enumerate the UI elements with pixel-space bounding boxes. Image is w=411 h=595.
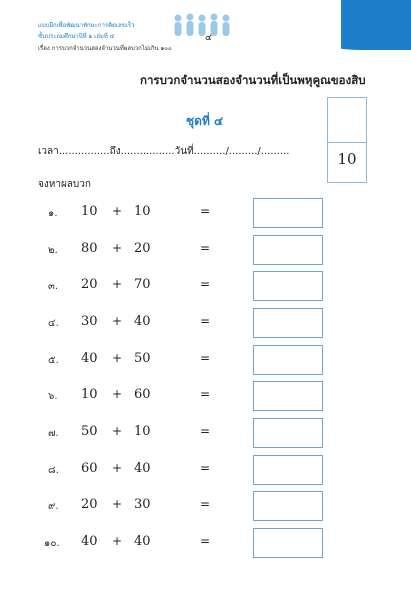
problem-row bbox=[0, 528, 411, 558]
addend-a: 30 bbox=[81, 314, 98, 329]
problem-row bbox=[0, 491, 411, 521]
plus-sign: + bbox=[112, 351, 123, 365]
problem-row bbox=[0, 345, 411, 375]
addend-a: 10 bbox=[81, 387, 98, 402]
problem-row bbox=[0, 308, 411, 338]
score-box bbox=[327, 97, 367, 183]
answer-box[interactable] bbox=[253, 235, 323, 265]
problem-row bbox=[0, 235, 411, 265]
problem-row bbox=[0, 271, 411, 301]
problem-row bbox=[0, 455, 411, 485]
answer-box[interactable] bbox=[253, 198, 323, 228]
answer-box[interactable] bbox=[253, 491, 323, 521]
addend-a: 80 bbox=[81, 241, 98, 256]
plus-sign: + bbox=[112, 314, 123, 328]
problem-number: ๑๐. bbox=[44, 538, 60, 549]
addend-b: 50 bbox=[134, 351, 151, 366]
equals-sign: = bbox=[200, 314, 211, 328]
answer-box[interactable] bbox=[253, 271, 323, 301]
equals-sign: = bbox=[200, 241, 211, 255]
header-book-title: แบบฝึกเพื่อพัฒนาทักษะการคิดเลขเร็ว bbox=[38, 22, 135, 29]
problem-number: ๕. bbox=[48, 355, 59, 366]
problem-number: ๙. bbox=[48, 501, 59, 512]
equals-sign: = bbox=[200, 461, 211, 475]
plus-sign: + bbox=[112, 204, 123, 218]
full-score: 10 bbox=[337, 150, 357, 168]
addend-b: 60 bbox=[134, 387, 151, 402]
addend-a: 20 bbox=[81, 497, 98, 512]
addend-a: 40 bbox=[81, 534, 98, 549]
addend-a: 10 bbox=[81, 204, 98, 219]
addend-b: 30 bbox=[134, 497, 151, 512]
children-illustration-icon bbox=[172, 12, 232, 38]
plus-sign: + bbox=[112, 277, 123, 291]
answer-box[interactable] bbox=[253, 528, 323, 558]
equals-sign: = bbox=[200, 351, 211, 365]
answer-box[interactable] bbox=[253, 455, 323, 485]
problem-number: ๘. bbox=[48, 465, 59, 476]
problem-number: ๗. bbox=[48, 428, 59, 439]
equals-sign: = bbox=[200, 387, 211, 401]
addend-b: 40 bbox=[134, 461, 151, 476]
problem-number: ๖. bbox=[48, 391, 58, 402]
addend-a: 50 bbox=[81, 424, 98, 439]
plus-sign: + bbox=[112, 497, 123, 511]
header-topic: เรื่อง การบวกจำนวนสองจำนวนที่ผลบวกไม่เกิน ๑๐๐ bbox=[38, 45, 172, 52]
addend-b: 70 bbox=[134, 277, 151, 292]
answer-box[interactable] bbox=[253, 381, 323, 411]
plus-sign: + bbox=[112, 424, 123, 438]
problem-number: ๒. bbox=[48, 245, 58, 256]
problem-number: ๓. bbox=[48, 281, 59, 292]
problem-row bbox=[0, 381, 411, 411]
addend-b: 10 bbox=[134, 204, 151, 219]
time-date-line: เวลา................ถึง.................วันที่........../........./......... bbox=[38, 146, 290, 157]
problem-row bbox=[0, 418, 411, 448]
worksheet-title: การบวกจำนวนสองจำนวนที่เป็นพหุคูณของสิบ bbox=[140, 73, 366, 87]
instruction-text: จงหาผลบวก bbox=[38, 179, 91, 190]
addend-a: 20 bbox=[81, 277, 98, 292]
plus-sign: + bbox=[112, 534, 123, 548]
problem-row bbox=[0, 198, 411, 228]
problem-number: ๔. bbox=[48, 318, 59, 329]
equals-sign: = bbox=[200, 497, 211, 511]
equals-sign: = bbox=[200, 534, 211, 548]
header-grade-volume: ชั้นประถมศึกษาปีที่ ๑ เล่มที่ ๔ bbox=[38, 33, 115, 40]
page-number: ๔ bbox=[205, 33, 212, 43]
score-box-divider bbox=[328, 142, 366, 143]
plus-sign: + bbox=[112, 241, 123, 255]
problem-number: ๑. bbox=[48, 208, 58, 219]
addend-b: 40 bbox=[134, 534, 151, 549]
addend-b: 10 bbox=[134, 424, 151, 439]
addend-a: 40 bbox=[81, 351, 98, 366]
equals-sign: = bbox=[200, 424, 211, 438]
plus-sign: + bbox=[112, 387, 123, 401]
addend-b: 20 bbox=[134, 241, 151, 256]
answer-box[interactable] bbox=[253, 308, 323, 338]
set-title: ชุดที่ ๔ bbox=[186, 114, 224, 128]
answer-box[interactable] bbox=[253, 418, 323, 448]
plus-sign: + bbox=[112, 461, 123, 475]
addend-a: 60 bbox=[81, 461, 98, 476]
answer-box[interactable] bbox=[253, 345, 323, 375]
equals-sign: = bbox=[200, 204, 211, 218]
equals-sign: = bbox=[200, 277, 211, 291]
addend-b: 40 bbox=[134, 314, 151, 329]
